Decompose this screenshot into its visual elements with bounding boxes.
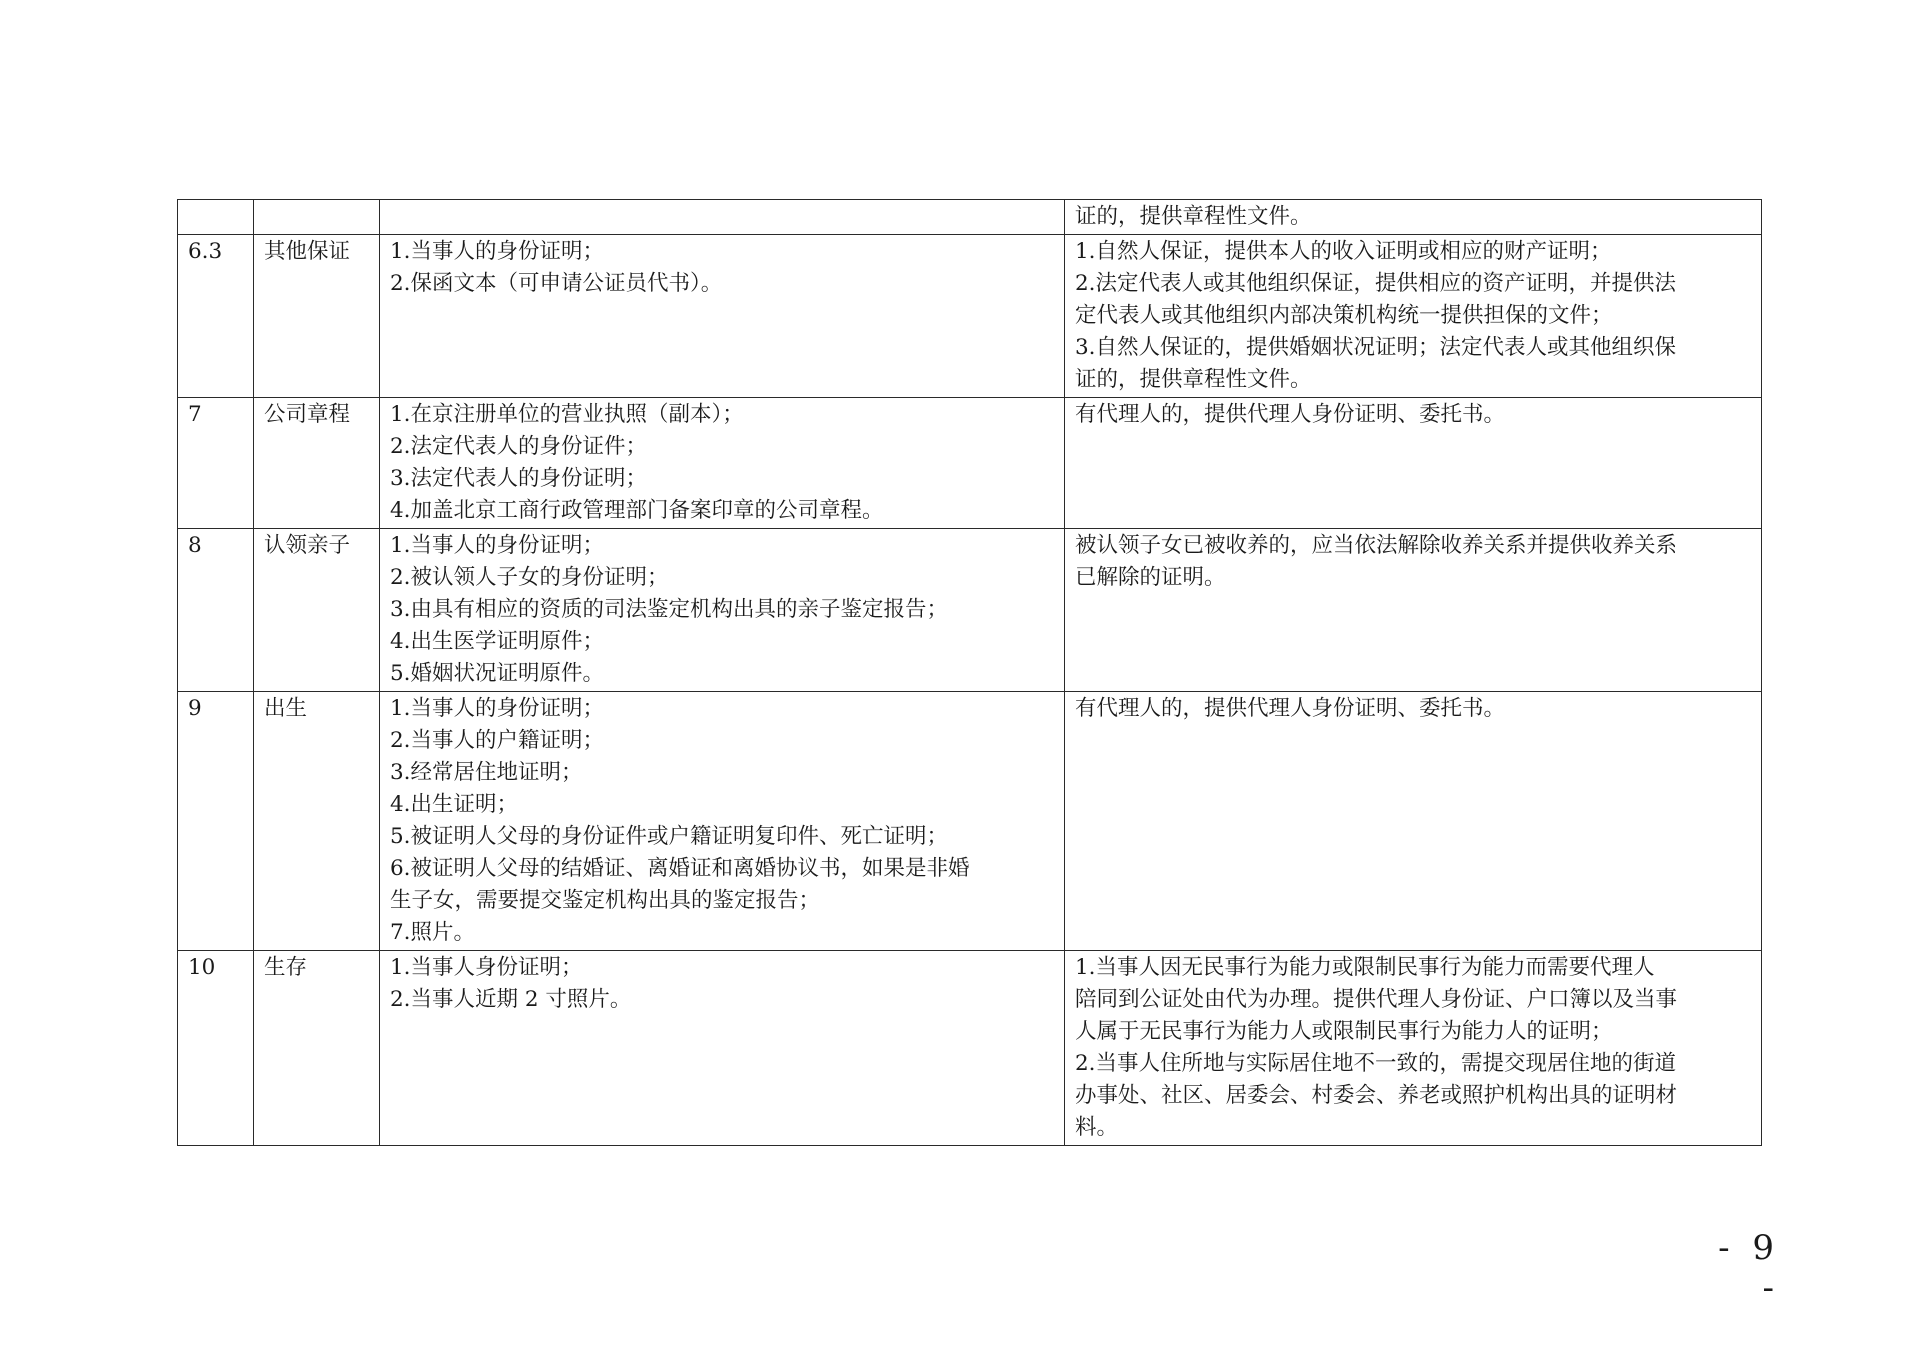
notes-cell	[1065, 951, 1762, 1146]
material-line: 5.被证明人父母的身份证件或户籍证明复印件、死亡证明；	[390, 824, 949, 849]
material-line: 2.当事人近期 2 寸照片。	[390, 987, 632, 1012]
required-materials-cell	[380, 951, 1065, 1146]
material-line: 生子女，需要提交鉴定机构出具的鉴定报告；	[390, 888, 821, 913]
note-line: 定代表人或其他组织内部决策机构统一提供担保的文件；	[1075, 303, 1613, 328]
note-line: 料。	[1075, 1115, 1119, 1140]
note-line: 有代理人的，提供代理人身份证明、委托书。	[1075, 696, 1506, 721]
note-line: 3.自然人保证的，提供婚姻状况证明；法定代表人或其他组织保	[1075, 335, 1677, 360]
material-line: 2.保函文本（可申请公证员代书）。	[390, 271, 723, 296]
note-line: 2.法定代表人或其他组织保证，提供相应的资产证明，并提供法	[1075, 271, 1677, 296]
table-row	[178, 398, 1762, 529]
required-materials-cell	[380, 235, 1065, 398]
table-row	[178, 235, 1762, 398]
row-number-cell: 6.3	[178, 235, 254, 398]
material-line: 6.被证明人父母的结婚证、离婚证和离婚协议书，如果是非婚	[390, 856, 970, 881]
note-line: 1.自然人保证，提供本人的收入证明或相应的财产证明；	[1075, 239, 1612, 264]
material-line: 1.当事人的身份证明；	[390, 533, 605, 558]
material-line: 4.加盖北京工商行政管理部门备案印章的公司章程。	[390, 498, 884, 523]
material-line: 7.照片。	[390, 920, 476, 945]
row-number-cell: 9	[178, 692, 254, 951]
material-line: 4.出生医学证明原件；	[390, 629, 605, 654]
table-row	[178, 529, 1762, 692]
material-line: 1.当事人的身份证明；	[390, 696, 605, 721]
note-line: 有代理人的，提供代理人身份证明、委托书。	[1075, 402, 1506, 427]
note-line: 1.当事人因无民事行为能力或限制民事行为能力而需要代理人	[1075, 955, 1655, 980]
material-line: 5.婚姻状况证明原件。	[390, 661, 605, 686]
notes-cell	[1065, 200, 1762, 235]
material-line: 2.法定代表人的身份证件；	[390, 434, 648, 459]
notary-materials-table	[177, 199, 1762, 1146]
item-name-cell: 其他保证	[254, 235, 380, 398]
table-body	[178, 200, 1762, 1146]
material-line: 1.当事人身份证明；	[390, 955, 583, 980]
material-line: 4.出生证明；	[390, 792, 519, 817]
material-line: 3.经常居住地证明；	[390, 760, 583, 785]
row-number-cell: 7	[178, 398, 254, 529]
required-materials-cell	[380, 529, 1065, 692]
table-row	[178, 951, 1762, 1146]
table-row	[178, 200, 1762, 235]
row-number-cell: 10	[178, 951, 254, 1146]
item-name-cell	[254, 200, 380, 235]
item-name-cell: 公司章程	[254, 398, 380, 529]
page-number: - 9 -	[1718, 1228, 1780, 1308]
note-line: 已解除的证明。	[1075, 565, 1226, 590]
material-line: 2.当事人的户籍证明；	[390, 728, 605, 753]
note-line: 被认领子女已被收养的，应当依法解除收养关系并提供收养关系	[1075, 533, 1678, 558]
note-line: 办事处、社区、居委会、村委会、养老或照护机构出具的证明材	[1075, 1083, 1678, 1108]
notes-cell	[1065, 235, 1762, 398]
table-row	[178, 692, 1762, 951]
notes-cell	[1065, 692, 1762, 951]
note-line: 证的，提供章程性文件。	[1075, 204, 1312, 229]
material-line: 3.由具有相应的资质的司法鉴定机构出具的亲子鉴定报告；	[390, 597, 949, 622]
material-line: 3.法定代表人的身份证明；	[390, 466, 648, 491]
required-materials-cell	[380, 692, 1065, 951]
note-line: 人属于无民事行为能力人或限制民事行为能力人的证明；	[1075, 1019, 1613, 1044]
notes-cell	[1065, 529, 1762, 692]
item-name-cell: 出生	[254, 692, 380, 951]
note-line: 陪同到公证处由代为办理。提供代理人身份证、户口簿以及当事	[1075, 987, 1678, 1012]
item-name-cell: 生存	[254, 951, 380, 1146]
required-materials-cell	[380, 398, 1065, 529]
material-line: 2.被认领人子女的身份证明；	[390, 565, 669, 590]
material-line: 1.当事人的身份证明；	[390, 239, 605, 264]
item-name-cell: 认领亲子	[254, 529, 380, 692]
row-number-cell	[178, 200, 254, 235]
material-line: 1.在京注册单位的营业执照（副本）；	[390, 402, 744, 427]
note-line: 证的，提供章程性文件。	[1075, 367, 1312, 392]
notes-cell	[1065, 398, 1762, 529]
note-line: 2.当事人住所地与实际居住地不一致的，需提交现居住地的街道	[1075, 1051, 1677, 1076]
required-materials-cell	[380, 200, 1065, 235]
row-number-cell: 8	[178, 529, 254, 692]
